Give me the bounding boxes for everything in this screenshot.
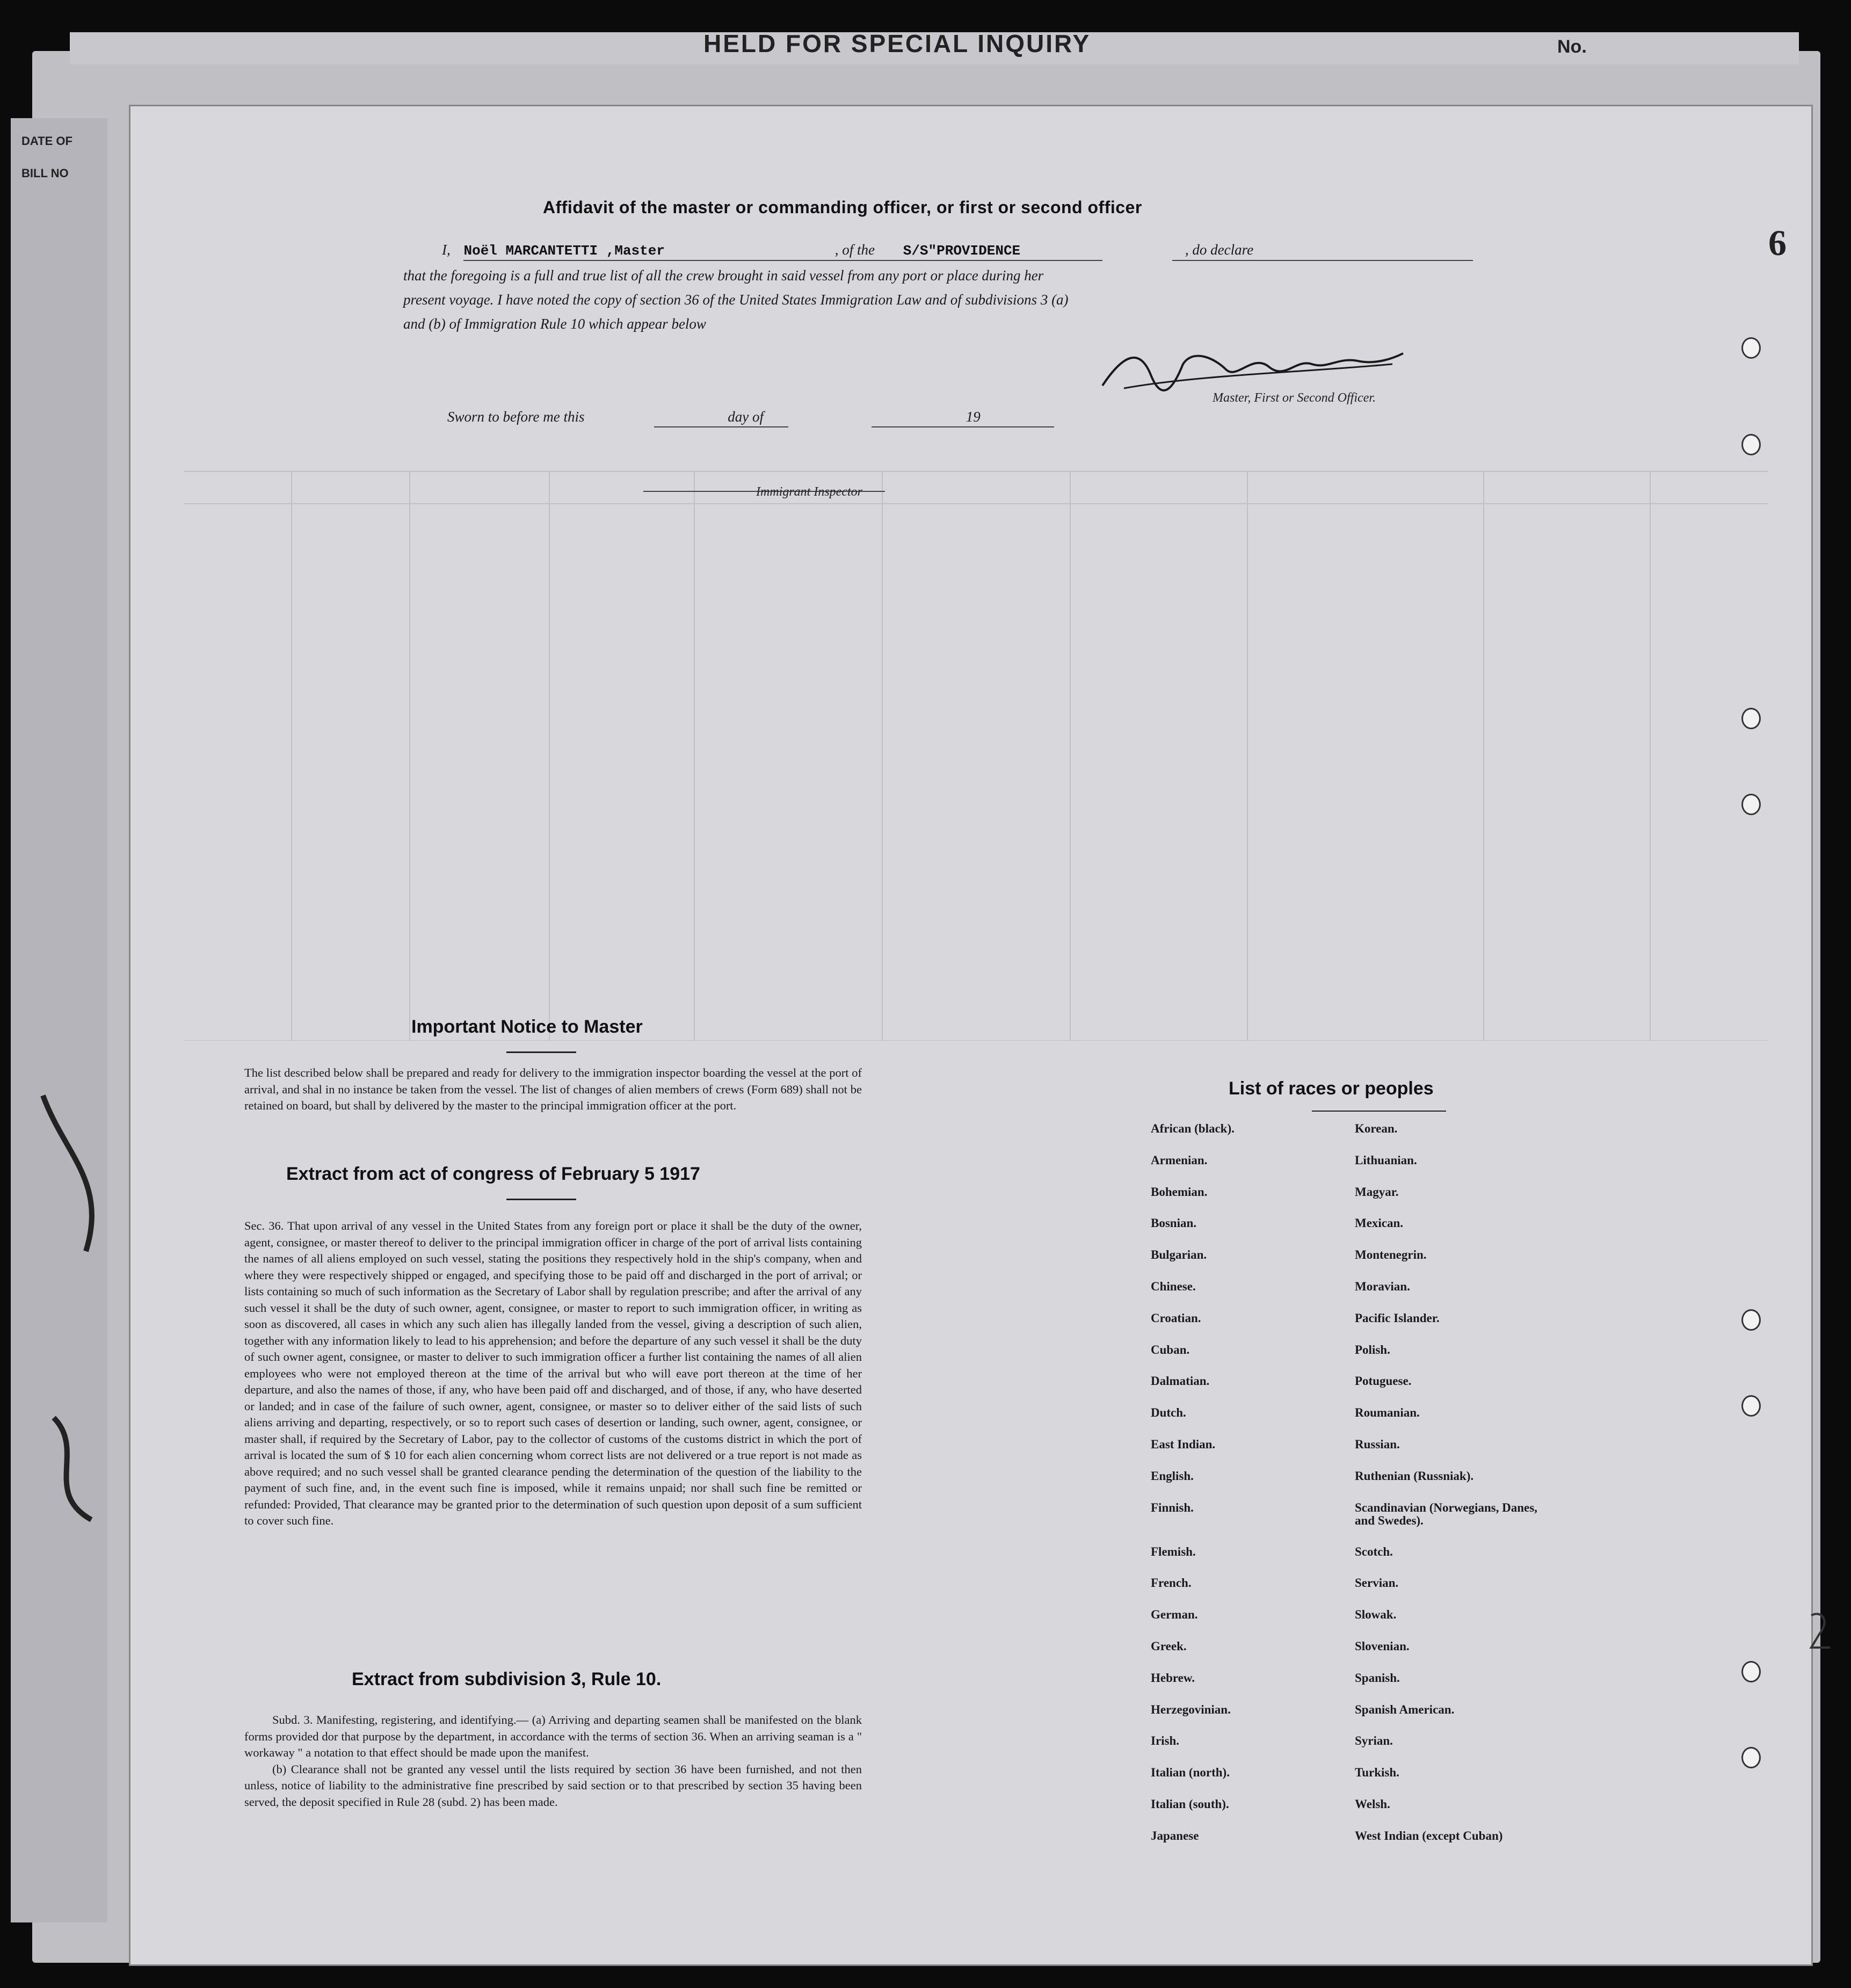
page-number: 6: [1768, 222, 1787, 263]
extract-act-text: Sec. 36. That upon arrival of any vessel in the United States from any foreign port or place it shall be the duty of the owner, agent, consignee, or master thereof to deliver to the principal immigration officer in charge of the port of arrival lists containing the names of all aliens employed on such vessel, stating the positions they respectively hold in the ship's company, when and where they were respectively shipped or engaged, and specifying those to be paid off and discharged in the port of arrival; or lists containing so much of such information as the Secretary of Labor shall by regulation prescribe; and after the arrival of any such vessel it shall be the duty of such owner, agent, consignee, or master to report to such immigration officer, in writing as soon as discovered, all cases in which any such alien has illegally landed from the vessel, giving a description of such alien, together with any information likely to lead to his apprehension; and before the departure of any such vessel it shall be the duty of such owner agent, consignee, or master to deliver to such immigration officer a further list containing the names of all alien employees who were not employed thereon at the time of the arrival but who will eave port thereon at the time of her departure, and also the names of those, if any, who have been paid off and discharged, and of those, if any, who have deserted or landed; and in case of the failure of such owner, agent, consignee, or master so to deliver either of the said lists of such aliens arriving and departing, respectively, or so to report such cases of desertion or landing, such owner, agent, consignee, or master shall, if required by the Secretary of Labor, pay to the collector of customs of the customs district in which the port of arrival is located the sum of $ 10 for each alien concerning whom correct lists are not delivered or a true report is not made as above required; and no such vessel shall be granted clearance pending the determination of the question of the liability to the payment of such fine, and, in the event such fine is imposed, while it remains unpaid; nor shall such fine be remitted or refunded: Provided, That clearance may be granted prior to the determination of such question upon deposit of a sum sufficient to cover such fine.: [244, 1219, 862, 1527]
bleed-through-form: [130, 128, 1811, 1041]
race-item: Spanish American.: [1355, 1702, 1455, 1716]
race-item: Greek.: [1151, 1639, 1187, 1653]
race-item: Dalmatian.: [1151, 1374, 1210, 1388]
extract-rule-title: Extract from subdivision 3, Rule 10.: [352, 1669, 662, 1689]
race-item: Cuban.: [1151, 1343, 1190, 1356]
date-of-label: DATE OF: [21, 134, 72, 148]
punch-hole: [1741, 337, 1761, 359]
extract-act-rule: [506, 1199, 576, 1200]
race-item: Flemish.: [1151, 1544, 1196, 1558]
race-item: Hebrew.: [1151, 1671, 1195, 1685]
master-name: Noël MARCANTETTI ,Master: [463, 243, 665, 259]
race-item: Croatian.: [1151, 1311, 1201, 1325]
vessel-rule: [1172, 260, 1473, 261]
race-item: German.: [1151, 1608, 1198, 1622]
race-item: Herzegovinian.: [1151, 1702, 1231, 1716]
affidavit-i: I,: [442, 242, 451, 258]
margin-pencil-mark: [1806, 1610, 1838, 1674]
held-header: HELD FOR SPECIAL INQUIRY: [703, 30, 1091, 57]
vessel-name: S/S"PROVIDENCE: [903, 243, 1021, 259]
punch-hole: [1741, 1309, 1761, 1331]
name-rule: [463, 260, 1102, 261]
race-item: Pacific Islander.: [1355, 1311, 1440, 1325]
notice-title: Important Notice to Master: [411, 1017, 643, 1037]
race-item: Potuguese.: [1355, 1374, 1412, 1388]
race-item: Polish.: [1355, 1343, 1390, 1356]
inspector-label: Immigrant Inspector: [756, 485, 862, 499]
extract-rule-text: [244, 1712, 862, 1810]
affidavit-line-4: and (b) of Immigration Rule 10 which appear below: [403, 316, 706, 332]
race-item: Moravian.: [1355, 1279, 1410, 1293]
race-item: Bulgarian.: [1151, 1248, 1207, 1262]
race-item: Welsh.: [1355, 1797, 1390, 1811]
extract-rule-b: (b) Clearance shall not be granted any vessel until the lists required by section 36 have been furnished, and not then unless, notice of liability to the administrative fine prescribed by said section or to that prescribed by section 35 having been served, the deposit specified in Rule 28 (subd. 2) has been made.: [244, 1762, 862, 1809]
year-prefix: 19: [966, 409, 981, 425]
race-item: Roumanian.: [1355, 1406, 1420, 1420]
race-item: African (black).: [1151, 1122, 1235, 1135]
race-item: Lithuanian.: [1355, 1153, 1417, 1167]
race-item: Magyar.: [1355, 1185, 1399, 1199]
races-right-column: [1355, 1122, 1580, 1861]
left-margin-handwriting: [21, 1074, 129, 1557]
of-the-text: , of the: [834, 242, 875, 258]
punch-hole: [1741, 1747, 1761, 1768]
race-item: Scandinavian (Norwegians, Danes, and Swedes).: [1355, 1500, 1537, 1527]
affidavit-line-3: present voyage. I have noted the copy of section 36 of the United States Immigration Law and of subdivisions 3 (a): [403, 292, 1069, 308]
race-item: Syrian.: [1355, 1734, 1393, 1748]
bill-no-label: BILL NO: [21, 166, 69, 180]
punch-hole: [1741, 1395, 1761, 1417]
race-item: Slowak.: [1355, 1608, 1397, 1622]
extract-rule-a: Subd. 3. Manifesting, registering, and identifying.— (a) Arriving and departing seamen shall be manifested on the blank forms provided dor that purpose by the department, in accordance with the terms of section 36. When an arriving seaman is a " workaway " a notation to that effect should be made upon the manifest.: [244, 1713, 862, 1759]
race-item: Ruthenian (Russniak).: [1355, 1469, 1474, 1483]
top-strip: [70, 32, 1799, 64]
sworn-prefix: Sworn to before me this: [447, 409, 585, 425]
race-item: Dutch.: [1151, 1406, 1186, 1420]
notice-rule: [506, 1051, 576, 1053]
do-declare-text: , do declare: [1185, 242, 1254, 258]
sworn-month-rule: [872, 426, 1054, 427]
race-item: Italian (north).: [1151, 1766, 1230, 1780]
race-item: Chinese.: [1151, 1279, 1196, 1293]
race-item: Mexican.: [1355, 1216, 1404, 1230]
sworn-day-rule: [654, 426, 788, 427]
left-sheet: [11, 118, 107, 1922]
race-item: Bosnian.: [1151, 1216, 1197, 1230]
notice-text: The list described below shall be prepared and ready for delivery to the immigration inspector boarding the vessel at the port of arrival, and shal in no instance be taken from the vessel. The list of changes of alien members of crews (Form 689) shall not be retained on board, but shall by delivered by the master to the principal immigration officer at the port.: [244, 1066, 862, 1112]
affidavit-title: Affidavit of the master or commanding officer, or first or second officer: [543, 198, 1142, 217]
race-item: Turkish.: [1355, 1766, 1399, 1780]
master-signature: [1092, 343, 1409, 396]
races-rule: [1312, 1111, 1446, 1112]
race-item: Irish.: [1151, 1734, 1180, 1748]
punch-hole: [1741, 708, 1761, 729]
race-item: Korean.: [1355, 1122, 1398, 1135]
manifest-page: [129, 105, 1813, 1966]
punch-hole: [1741, 794, 1761, 815]
punch-hole: [1741, 1661, 1761, 1682]
race-item: Bohemian.: [1151, 1185, 1208, 1199]
race-item: Japanese: [1151, 1829, 1199, 1842]
day-of-text: day of: [728, 409, 764, 425]
race-item: Italian (south).: [1151, 1797, 1229, 1811]
race-item: Scotch.: [1355, 1544, 1393, 1558]
race-item: Armenian.: [1151, 1153, 1208, 1167]
race-item: Russian.: [1355, 1437, 1400, 1451]
race-item: Servian.: [1355, 1576, 1399, 1590]
races-title: List of races or peoples: [1229, 1078, 1434, 1099]
signature-label: Master, First or Second Officer.: [1213, 391, 1376, 405]
sworn-line: [447, 409, 981, 425]
race-item: French.: [1151, 1576, 1192, 1590]
race-item: Slovenian.: [1355, 1639, 1410, 1653]
race-item: East Indian.: [1151, 1437, 1216, 1451]
no-label: No.: [1557, 37, 1587, 57]
race-item: Spanish.: [1355, 1671, 1400, 1685]
races-left-column: [1151, 1122, 1376, 1861]
punch-hole: [1741, 434, 1761, 455]
race-item: Montenegrin.: [1355, 1248, 1427, 1262]
affidavit-line-1: [442, 242, 1253, 259]
race-item: English.: [1151, 1469, 1194, 1483]
race-item: Finnish.: [1151, 1500, 1194, 1514]
race-item: West Indian (except Cuban): [1355, 1829, 1503, 1842]
extract-act-title: Extract from act of congress of February 5 1917: [286, 1164, 700, 1184]
affidavit-line-2: that the foregoing is a full and true list of all the crew brought in said vessel from any port or place during her: [403, 267, 1044, 284]
